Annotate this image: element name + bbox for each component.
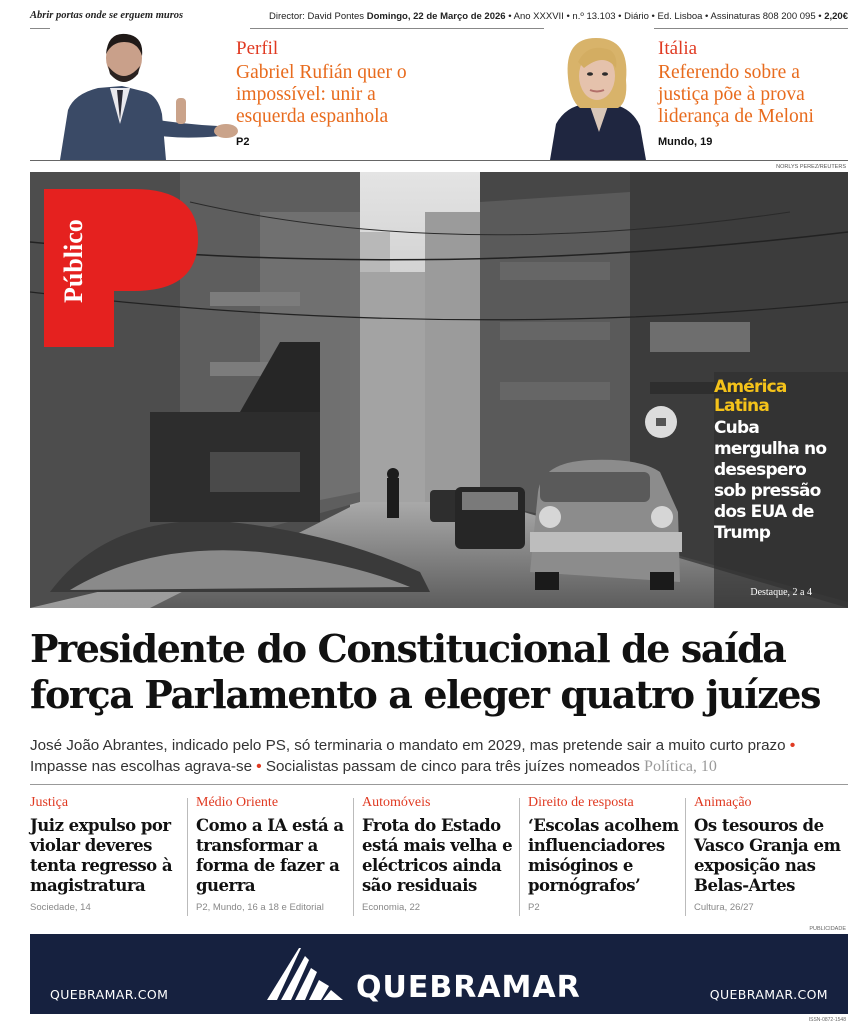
photo-feature-caption[interactable] <box>714 378 834 544</box>
price: 2,20€ <box>824 11 848 22</box>
edition-meta <box>269 11 848 22</box>
column-ref: Cultura, 26/27 <box>694 902 754 913</box>
divider <box>30 160 848 161</box>
teaser-headline: Gabriel Rufián quer o impossível: unir a esquerda espanhola <box>236 62 407 127</box>
portrait-man-illustration <box>50 28 250 160</box>
column-kicker: Animação <box>694 795 752 810</box>
ad-label: PUBLICIDADE <box>809 926 846 932</box>
logo-wordmark: Público <box>59 219 88 303</box>
lead-subhead <box>30 735 848 777</box>
column-divider <box>187 798 188 916</box>
column-divider <box>685 798 686 916</box>
ad-url-right[interactable]: QUEBRAMAR.COM <box>709 987 828 1002</box>
publico-logo[interactable] <box>42 183 202 353</box>
column-story[interactable] <box>362 794 517 918</box>
column-kicker: Direito de resposta <box>528 795 634 810</box>
column-kicker: Automóveis <box>362 795 431 810</box>
column-headline: Os tesouros de Vasco Granja em exposição nas Belas-Artes <box>694 816 841 895</box>
teaser-photo-meloni <box>544 28 654 160</box>
feature-ref: Destaque, 2 a 4 <box>750 587 812 598</box>
teaser-headline: Referendo sobre a justiça põe à prova liderança de Meloni <box>658 62 814 127</box>
column-kicker: Justiça <box>30 795 69 810</box>
edition-info: • Ano XXXVII • n.º 13.103 • Diário • Ed. Lisboa • Assinaturas 808 200 095 • <box>508 11 822 22</box>
teaser-profile[interactable] <box>30 28 450 160</box>
column-ref: Sociedade, 14 <box>30 902 91 913</box>
column-headline: ‘Escolas acolhem influenciadores misóginos e pornógrafos’ <box>528 816 679 895</box>
teaser-kicker: Perfil <box>236 38 279 59</box>
advertisement-banner[interactable] <box>30 934 848 1014</box>
teaser-ref: Mundo, 19 <box>658 136 713 148</box>
logo-p-mark <box>42 183 202 353</box>
column-story[interactable] <box>196 794 351 918</box>
issue-date: Domingo, 22 de Março de 2026 <box>366 11 506 22</box>
masthead-strip <box>30 10 848 26</box>
column-headline: Juiz expulso por violar deveres tenta regresso à magistratura <box>30 816 173 895</box>
column-divider <box>353 798 354 916</box>
feature-kicker: América Latina <box>714 377 787 416</box>
quebramar-logo-icon <box>265 946 345 1002</box>
subhead-text-3: Socialistas passam de cinco para três juízes nomeados <box>265 758 640 775</box>
motto: Abrir portas onde se erguem muros <box>30 10 184 21</box>
portrait-woman-illustration <box>544 28 654 160</box>
lead-headline[interactable]: Presidente do Constitucional de saída força Parlamento a eleger quatro juízes <box>30 626 821 717</box>
section-ref: Política, 10 <box>644 758 717 775</box>
feature-text: Cuba mergulha no desespero sob pressão dos EUA de Trump <box>714 418 827 543</box>
teaser-italy[interactable] <box>530 28 848 160</box>
column-divider <box>519 798 520 916</box>
divider <box>30 784 848 785</box>
teaser-photo-rufian <box>50 28 250 160</box>
column-ref: P2 <box>528 902 540 913</box>
ad-brand: QUEBRAMAR <box>356 970 581 1005</box>
column-ref: P2, Mundo, 16 a 18 e Editorial <box>196 902 324 913</box>
photo-credit: NORLYS PEREZ/REUTERS <box>776 164 846 170</box>
column-headline: Como a IA está a transformar a forma de fazer a guerra <box>196 816 344 895</box>
bullet-icon: • <box>256 758 262 775</box>
column-story[interactable] <box>694 794 846 918</box>
issn: ISSN-0872-1548 <box>808 1017 846 1023</box>
director: Director: David Pontes <box>269 11 365 22</box>
column-story[interactable] <box>528 794 683 918</box>
column-story[interactable] <box>30 794 185 918</box>
column-headline: Frota do Estado está mais velha e eléctricos ainda são residuais <box>362 816 513 895</box>
subhead-text-1: José João Abrantes, indicado pelo PS, só terminaria o mandato em 2029, mas pretende sair a muito curto prazo <box>30 737 786 754</box>
teaser-ref: P2 <box>236 136 250 148</box>
teaser-kicker: Itália <box>658 38 698 59</box>
subhead-text-2: Impasse nas escolhas agrava-se <box>30 758 253 775</box>
ad-url-left[interactable]: QUEBRAMAR.COM <box>50 987 169 1002</box>
column-kicker: Médio Oriente <box>196 795 279 810</box>
column-ref: Economia, 22 <box>362 902 421 913</box>
bullet-icon: • <box>789 737 796 754</box>
